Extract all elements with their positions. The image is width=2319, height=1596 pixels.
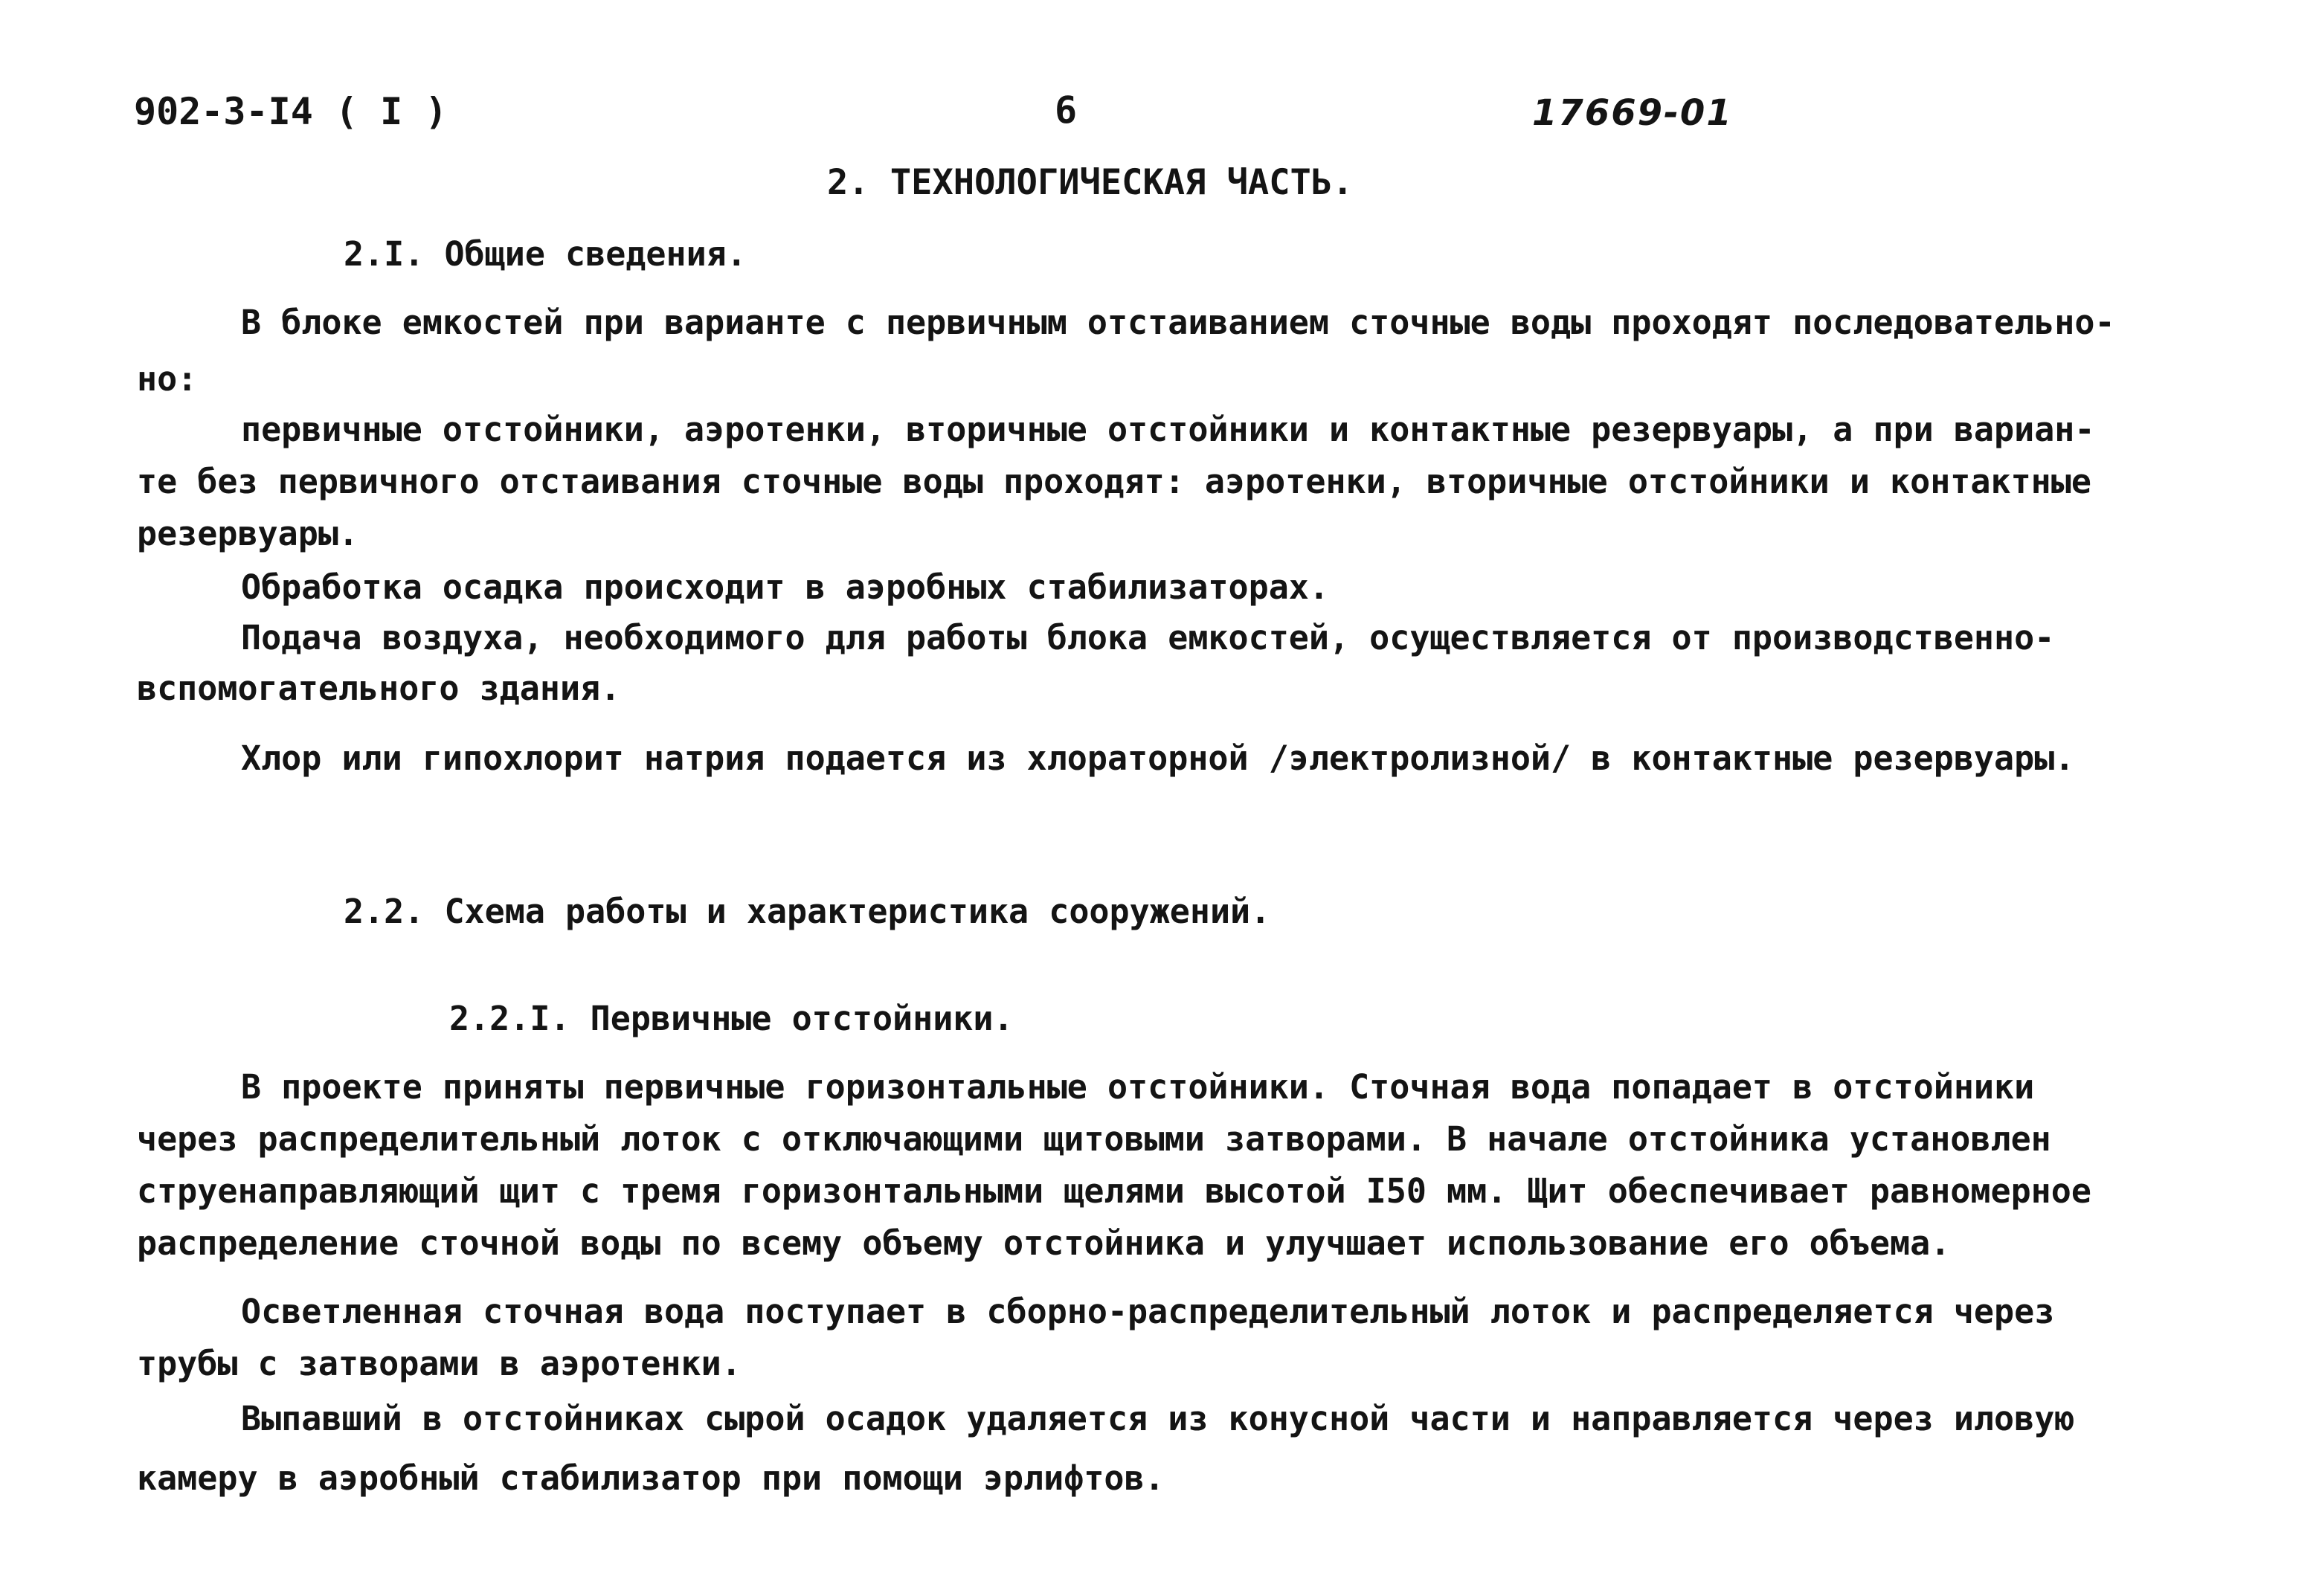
paragraph-line: струенаправляющий щит с тремя горизонтальными щелями высотой I50 мм. Щит обеспечивает равномерное [137, 1171, 2091, 1211]
paragraph-line: резервуары. [137, 514, 359, 553]
paragraph-line: Осветленная сточная вода поступает в сборно-распределительный лоток и распределяется через [241, 1292, 2055, 1331]
paragraph-line: камеру в аэробный стабилизатор при помощи эрлифтов. [137, 1458, 1165, 1498]
subsection-heading-2-2-1: 2.2.I. Первичные отстойники. [449, 999, 1014, 1038]
paragraph-line: трубы с затворами в аэротенки. [137, 1344, 742, 1383]
stamp-number: 17669-01 [1532, 92, 1733, 134]
paragraph-line: В блоке емкостей при варианте с первичным отстаиванием сточные воды проходят последовательно- [241, 303, 2115, 342]
paragraph-line: но: [137, 359, 198, 399]
paragraph-line: распределение сточной воды по всему объему отстойника и улучшает использование его объема. [137, 1223, 1951, 1263]
paragraph-line: те без первичного отстаивания сточные воды проходят: аэротенки, вторичные отстойники и контактные [137, 462, 2091, 501]
subsection-heading-2-2: 2.2. Схема работы и характеристика сооружений. [344, 892, 1271, 931]
subsection-heading-2-1: 2.I. Общие сведения. [344, 234, 747, 274]
paragraph-line: Хлор или гипохлорит натрия подается из хлораторной /электролизной/ в контактные резервуары. [241, 739, 2075, 778]
paragraph-line: Обработка осадка происходит в аэробных стабилизаторах. [241, 567, 1329, 607]
paragraph-line: вспомогательного здания. [137, 669, 621, 708]
paragraph-line: через распределительный лоток с отключающими щитовыми затворами. В начале отстойника установлен [137, 1119, 2051, 1159]
section-title: 2. ТЕХНОЛОГИЧЕСКАЯ ЧАСТЬ. [827, 162, 1354, 203]
document-code: 902-3-I4 ( I ) [134, 90, 448, 133]
paragraph-line: первичные отстойники, аэротенки, вторичные отстойники и контактные резервуары, а при вариан- [241, 410, 2095, 449]
page-number: 6 [1055, 89, 1078, 132]
paragraph-line: Выпавший в отстойниках сырой осадок удаляется из конусной части и направляется через иловую [241, 1399, 2075, 1438]
paragraph-line: Подача воздуха, необходимого для работы блока емкостей, осуществляется от производственно- [241, 618, 2055, 657]
paragraph-line: В проекте приняты первичные горизонтальные отстойники. Сточная вода попадает в отстойники [241, 1067, 2035, 1107]
